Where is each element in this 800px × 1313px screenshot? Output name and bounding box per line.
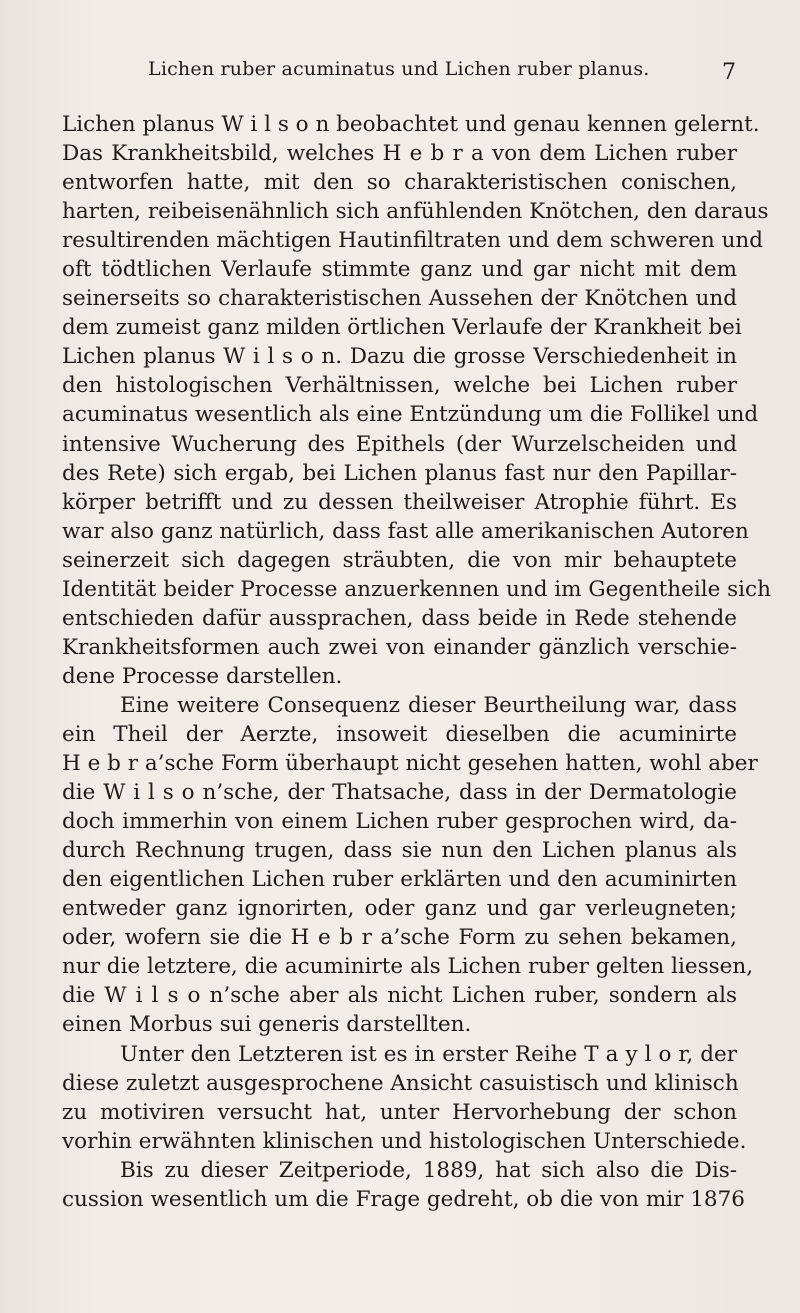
text-line: die W i l s o n’sche aber als nicht Lichen ruber, sondern als xyxy=(62,983,737,1009)
body-text xyxy=(62,110,771,1214)
text-line: dem zumeist ganz milden örtlichen Verlaufe der Krankheit bei xyxy=(62,315,742,341)
text-line: den eigentlichen Lichen ruber erklärten und den acuminirten xyxy=(62,867,737,893)
text-line: oder, wofern sie die H e b r a’sche Form zu sehen bekamen, xyxy=(62,925,737,951)
text-line: harten, reibeisenähnlich sich anfühlenden Knötchen, den daraus xyxy=(62,199,769,225)
text-line: seinerzeit sich dagegen sträubten, die von mir behauptete xyxy=(62,547,737,573)
text-line: Unter den Letzteren ist es in erster Reihe T a y l o r, der xyxy=(120,1041,737,1067)
text-line: doch immerhin von einem Lichen ruber gesprochen wird, da- xyxy=(62,809,737,835)
text-line: intensive Wucherung des Epithels (der Wurzelscheiden und xyxy=(62,431,737,457)
text-line: diese zuletzt ausgesprochene Ansicht casuistisch und klinisch xyxy=(62,1070,739,1096)
text-line: nur die letztere, die acuminirte als Lichen ruber gelten liessen, xyxy=(62,954,754,980)
text-line: Eine weitere Consequenz dieser Beurtheilung war, dass xyxy=(120,692,737,718)
text-line: seinerseits so charakteristischen Aussehen der Knötchen und xyxy=(62,286,737,312)
text-line: Das Krankheitsbild, welches H e b r a von dem Lichen ruber xyxy=(62,141,737,167)
text-line: oft tödtlichen Verlaufe stimmte ganz und gar nicht mit dem xyxy=(62,257,737,283)
text-line: acuminatus wesentlich als eine Entzündung um die Follikel und xyxy=(62,402,759,428)
text-line: die W i l s o n’sche, der Thatsache, dass in der Dermatologie xyxy=(62,780,737,806)
text-line: den histologischen Verhältnissen, welche bei Lichen ruber xyxy=(62,373,737,399)
text-line: zu motiviren versucht hat, unter Hervorhebung der schon xyxy=(62,1099,737,1125)
text-line: durch Rechnung trugen, dass sie nun den Lichen planus als xyxy=(62,838,737,864)
text-line: Bis zu dieser Zeitperiode, 1889, hat sich also die Dis- xyxy=(120,1157,737,1183)
text-line: entworfen hatte, mit den so charakteristischen conischen, xyxy=(62,170,737,196)
page-header xyxy=(60,58,740,88)
text-line: Lichen planus W i l s o n beobachtet und genau kennen gelernt. xyxy=(62,112,760,137)
text-line: körper betrifft und zu dessen theilweiser Atrophie führt. Es xyxy=(62,489,737,515)
text-line: vorhin erwähnten klinischen und histologischen Unterschiede. xyxy=(62,1128,747,1154)
text-line: Lichen planus W i l s o n. Dazu die grosse Verschiedenheit in xyxy=(62,344,737,370)
page-number: 7 xyxy=(722,60,736,85)
text-line: cussion wesentlich um die Frage gedreht, ob die von mir 1876 xyxy=(62,1186,745,1212)
text-line: Identität beider Processe anzuerkennen und im Gegentheile sich xyxy=(62,576,771,602)
text-line: des Rete) sich ergab, bei Lichen planus fast nur den Papillar- xyxy=(62,460,737,486)
text-line: war also ganz natürlich, dass fast alle amerikanischen Autoren xyxy=(62,518,749,544)
text-line: resultirenden mächtigen Hautinfiltraten und dem schweren und xyxy=(62,228,764,254)
text-line: ein Theil der Aerzte, insoweit dieselben die acuminirte xyxy=(62,721,737,747)
text-line: entschieden dafür aussprachen, dass beide in Rede stehende xyxy=(62,605,737,631)
text-line: dene Processe darstellen. xyxy=(62,663,343,689)
running-title: Lichen ruber acuminatus und Lichen ruber planus. xyxy=(148,58,650,80)
text-line: einen Morbus sui generis darstellten. xyxy=(62,1012,472,1038)
text-line: entweder ganz ignorirten, oder ganz und gar verleugneten; xyxy=(62,896,737,922)
text-line: Krankheitsformen auch zwei von einander gänzlich verschie- xyxy=(62,634,737,660)
text-line: H e b r a’sche Form überhaupt nicht gesehen hatten, wohl aber xyxy=(62,751,758,777)
